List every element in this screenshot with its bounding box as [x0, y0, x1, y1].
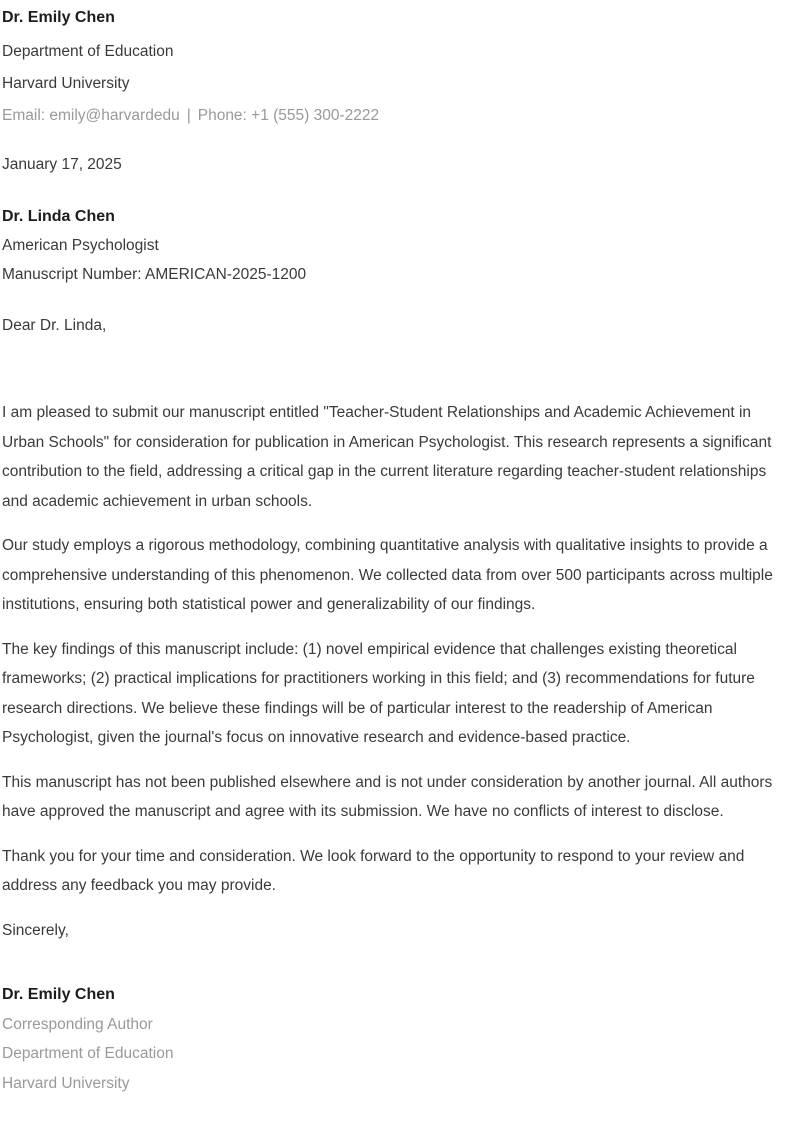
sender-contact-line — [2, 107, 792, 125]
signature-block — [2, 980, 792, 1098]
closing: Sincerely, — [2, 921, 69, 939]
body-paragraph-2: Our study employs a rigorous methodology, combining quantitative analysis with qualitative insights to provide a comprehensive understanding of this phenomenon. We collected data from over 500 participants across multiple institutions, ensuring both statistical power and generalizability of our findings. — [2, 537, 773, 613]
recipient-journal: American Psychologist — [2, 237, 159, 254]
contact-separator: | — [186, 107, 191, 124]
letter-date: January 17, 2025 — [2, 156, 122, 173]
body-paragraph-4: This manuscript has not been published elsewhere and is not under consideration by another journal. All authors have approved the manuscript and agree with its submission. We have no conflicts of interest to disclose. — [2, 773, 773, 820]
signature-institution: Harvard University — [2, 1074, 130, 1092]
salutation: Dear Dr. Linda, — [2, 317, 107, 334]
letter-body — [2, 398, 792, 901]
sender-phone: Phone: +1 (555) 300-2222 — [197, 107, 380, 124]
sender-institution: Harvard University — [2, 75, 130, 92]
body-paragraph-3: The key findings of this manuscript include: (1) novel empirical evidence that challenges existing theoretical frameworks; (2) practical implications for practitioners working in this field; and (3) recommendations for future research directions. We believe these findings will be of particular interest to the readership of American Psychologist, given the journal's focus on innovative research and evidence-based practice. — [2, 640, 755, 746]
signature-name: Dr. Emily Chen — [2, 986, 115, 1003]
recipient-name: Dr. Linda Chen — [2, 208, 115, 225]
signature-role: Corresponding Author — [2, 1015, 153, 1033]
sender-header — [2, 8, 792, 125]
body-paragraph-5: Thank you for your time and consideration. We look forward to the opportunity to respond to your review and address any feedback you may provide. — [2, 847, 745, 894]
recipient-block — [2, 207, 792, 284]
sender-email: Email: emily@harvardedu — [2, 107, 180, 124]
sender-department: Department of Education — [2, 43, 174, 60]
signature-department: Department of Education — [2, 1045, 174, 1062]
sender-name: Dr. Emily Chen — [2, 9, 115, 26]
body-paragraph-1: I am pleased to submit our manuscript entitled "Teacher-Student Relationships and Academic Achievement in Urban Schools" for consideration for publication in American Psychologist. This research represents a significant contribution to the field, addressing a critical gap in the current literature regarding teacher-student relationships and academic achievement in urban schools. — [2, 404, 772, 510]
manuscript-number: Manuscript Number: AMERICAN-2025-1200 — [2, 266, 307, 283]
